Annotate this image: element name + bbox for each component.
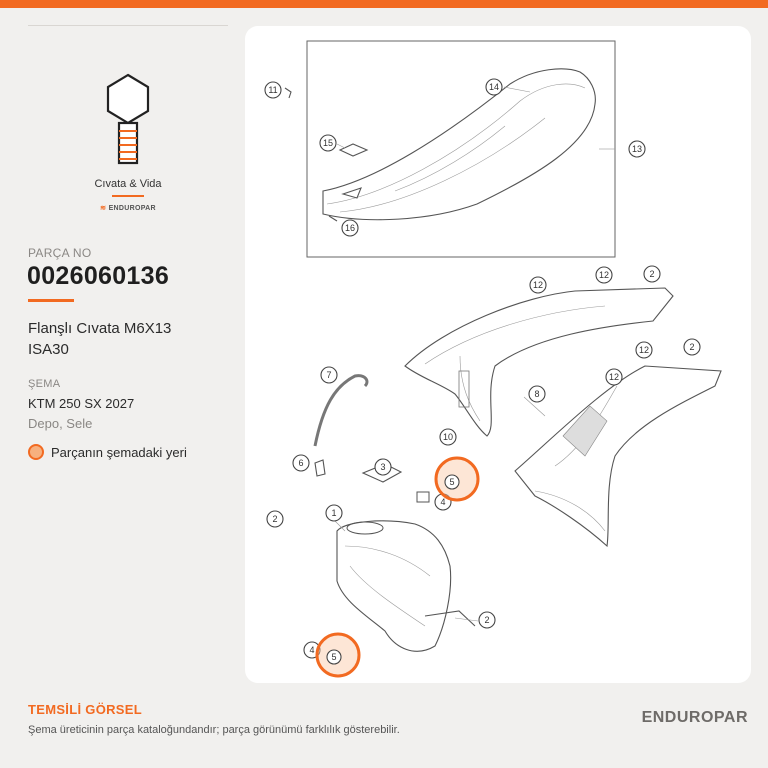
svg-text:13: 13 xyxy=(631,144,643,154)
fuel-line-drawing xyxy=(315,376,367,446)
callout-13 xyxy=(629,141,645,157)
callout-10 xyxy=(440,429,456,445)
part-15-drawing xyxy=(340,144,367,156)
category-block xyxy=(28,70,228,212)
part-description xyxy=(28,318,233,360)
callout-12-d xyxy=(606,369,622,385)
footer-title: TEMSİLİ GÖRSEL xyxy=(28,702,142,717)
callout-2-d xyxy=(479,612,495,628)
highlight-marker-5-lower xyxy=(317,634,359,676)
category-label: Cıvata & Vida xyxy=(94,178,162,190)
svg-text:7: 7 xyxy=(326,370,332,380)
footer-brand: ENDUROPAR xyxy=(641,709,748,726)
callout-11 xyxy=(265,82,281,98)
callout-12-b xyxy=(596,267,612,283)
svg-text:4: 4 xyxy=(309,645,315,655)
callout-8 xyxy=(529,386,545,402)
exploded-diagram xyxy=(245,26,751,683)
callout-7 xyxy=(321,367,337,383)
svg-text:2: 2 xyxy=(272,514,278,524)
svg-text:5: 5 xyxy=(449,477,455,487)
callout-2-b xyxy=(684,339,700,355)
svg-text:2: 2 xyxy=(689,342,695,352)
svg-text:2: 2 xyxy=(484,615,490,625)
legend-text: Parçanın şemadaki yeri xyxy=(51,444,187,460)
footer-note: Şema üreticinin parça kataloğundandır; parça görünümü farklılık gösterebilir. xyxy=(28,724,400,736)
callout-12-c xyxy=(636,342,652,358)
brand-small-text: ENDUROPAR xyxy=(108,205,156,212)
callout-2-a xyxy=(644,266,660,282)
diagram-panel xyxy=(245,26,751,683)
schema-subtitle: Depo, Sele xyxy=(28,416,93,431)
callout-15 xyxy=(320,135,336,151)
part-number-underline xyxy=(28,299,74,302)
part-description-line1: Flanşlı Cıvata M6X13 xyxy=(28,320,172,337)
callout-1 xyxy=(326,505,342,521)
part-description-line2: ISA30 xyxy=(28,341,69,358)
svg-text:12: 12 xyxy=(598,270,610,280)
part-4-drawing xyxy=(417,492,429,502)
svg-text:11: 11 xyxy=(268,85,278,95)
svg-text:4: 4 xyxy=(440,497,446,507)
schema-label: ŞEMA xyxy=(28,378,61,390)
svg-text:3: 3 xyxy=(380,462,386,472)
callout-14 xyxy=(486,79,502,95)
callout-3 xyxy=(375,459,391,475)
seat-drawing xyxy=(323,69,595,220)
callout-12-a xyxy=(530,277,546,293)
left-divider xyxy=(28,25,228,26)
schema-model: KTM 250 SX 2027 xyxy=(28,396,135,411)
fuel-tank-drawing xyxy=(337,521,475,651)
svg-text:12: 12 xyxy=(638,345,650,355)
legend-dot-icon xyxy=(28,444,44,460)
callout-2-c xyxy=(267,511,283,527)
part-number: 0026060136 xyxy=(27,262,170,290)
svg-text:14: 14 xyxy=(488,82,500,92)
svg-text:5: 5 xyxy=(331,652,337,662)
side-panel-lower-drawing xyxy=(515,366,721,546)
brand-mark-icon: ≋ xyxy=(100,205,107,212)
brand-logo-small xyxy=(28,204,228,212)
svg-text:1: 1 xyxy=(331,508,337,518)
svg-text:10: 10 xyxy=(442,432,454,442)
part-6-drawing xyxy=(315,460,325,476)
top-accent-bar xyxy=(0,0,768,8)
category-underline xyxy=(112,195,144,197)
svg-text:12: 12 xyxy=(608,372,620,382)
part-number-label: PARÇA NO xyxy=(28,246,92,260)
bolt-icon xyxy=(98,70,158,168)
legend xyxy=(28,444,187,460)
callout-16 xyxy=(342,220,358,236)
svg-text:16: 16 xyxy=(344,223,356,233)
callout-6 xyxy=(293,455,309,471)
part-11-drawing xyxy=(285,88,291,98)
svg-text:15: 15 xyxy=(322,138,334,148)
highlight-marker-5-upper xyxy=(436,458,478,500)
svg-text:2: 2 xyxy=(649,269,655,279)
svg-text:12: 12 xyxy=(532,280,544,290)
svg-text:8: 8 xyxy=(534,389,540,399)
leader-lines xyxy=(330,87,615,621)
svg-text:6: 6 xyxy=(298,458,304,468)
side-panel-upper-drawing xyxy=(405,288,673,436)
